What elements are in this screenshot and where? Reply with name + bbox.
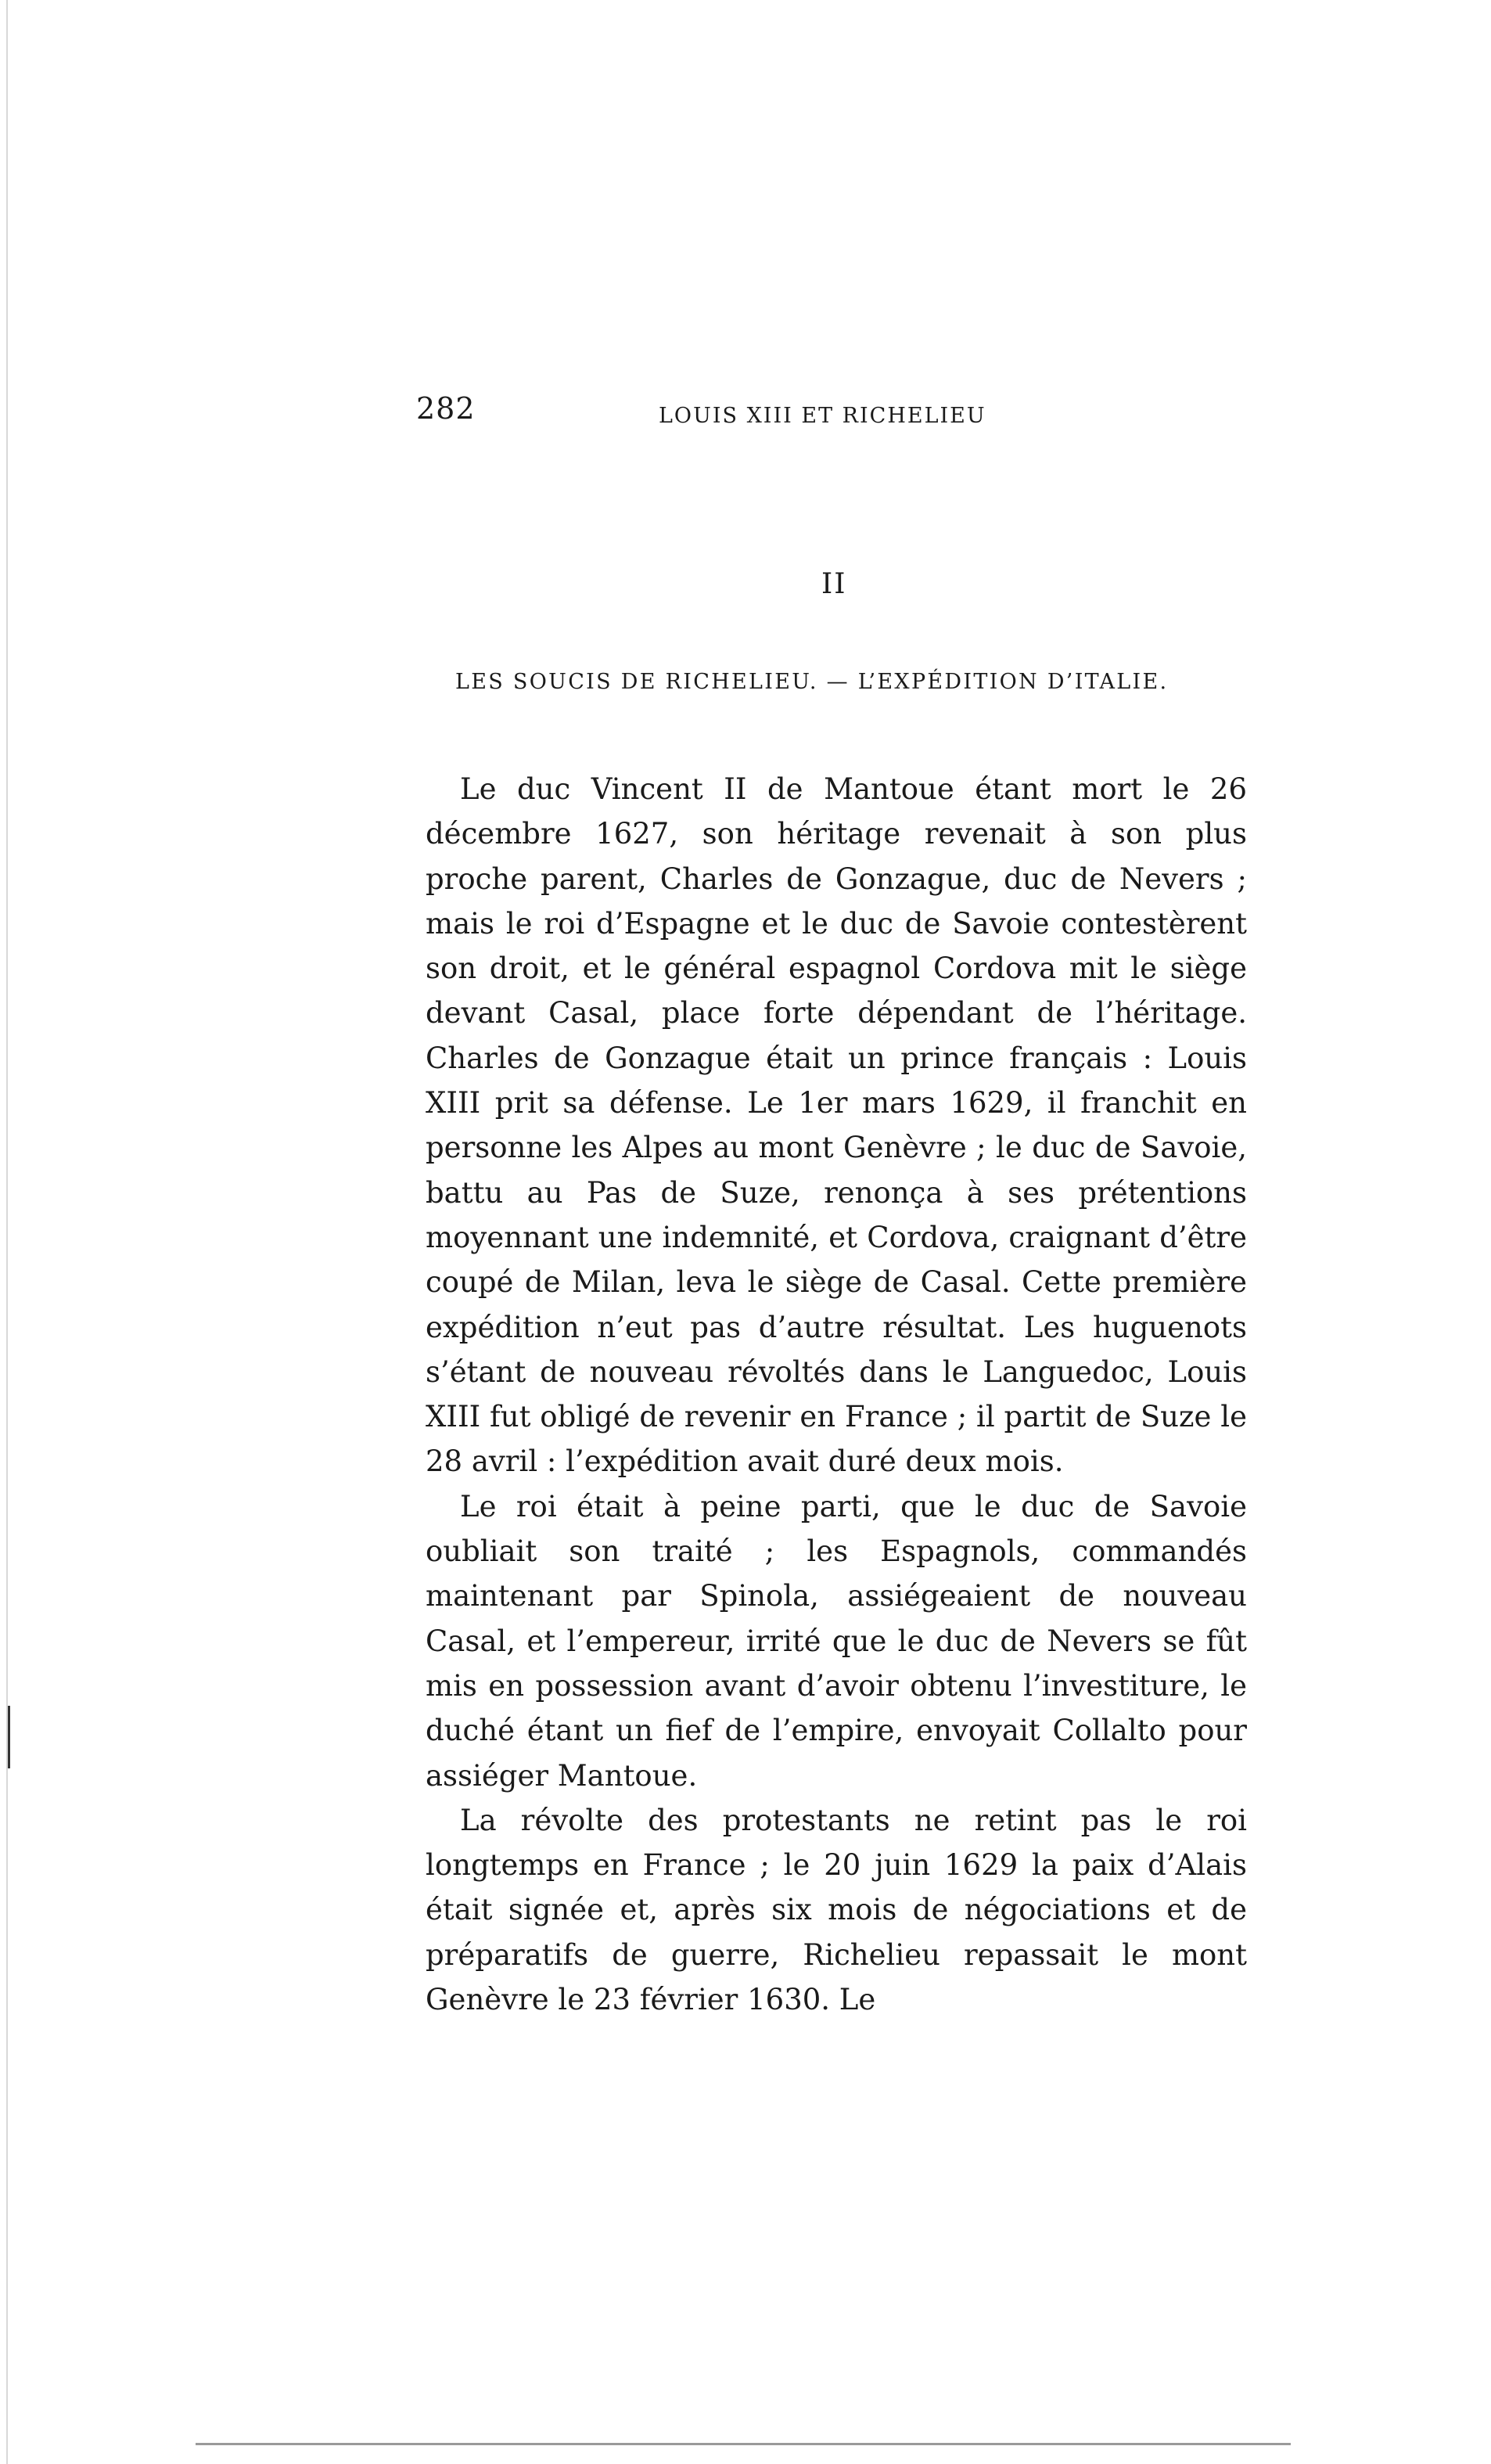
paragraph-2: Le roi était à peine parti, que le duc de Savoie oubliait son traité ; les Espagnols, commandés maintenant par Spinola, assiégeaient de nouveau Casal, et l’empereur, irrité que le duc de Nevers se fût mis en possession avant d’avoir obtenu l’investiture, le duché étant un fief de l’empire, envoyait Collalto pour assiéger Mantoue. <box>426 1489 1247 1793</box>
scan-bottom-rule <box>196 2443 1291 2445</box>
page-number: 282 <box>416 391 476 426</box>
section-title: LES SOUCIS DE RICHELIEU. — L’EXPÉDITION D’ITALIE. <box>455 670 1169 694</box>
scan-mark <box>8 1706 10 1768</box>
running-head: LOUIS XIII ET RICHELIEU <box>659 404 986 428</box>
page-edge-shadow <box>6 0 8 2464</box>
body-text <box>426 767 1247 2022</box>
paragraph-1: Le duc Vincent II de Mantoue étant mort le 26 décembre 1627, son héritage revenait à son plus proche parent, Charles de Gonzague, duc de Nevers ; mais le roi d’Espagne et le duc de Savoie contestèrent son droit, et le général espagnol Cordova mit le siège devant Casal, place forte dépendant de l’héritage. Charles de Gonzague était un prince français : Louis XIII prit sa défense. Le 1er mars 1629, il franchit en personne les Alpes au mont Genèvre ; le duc de Savoie, battu au Pas de Suze, renonça à ses prétentions moyennant une indemnité, et Cordova, craignant d’être coupé de Milan, leva le siège de Casal. Cette première expédition n’eut pas d’autre résultat. Les huguenots s’étant de nouveau révoltés dans le Languedoc, Louis XIII fut obligé de revenir en France ; il partit de Suze le 28 avril : l’expédition avait duré deux mois. <box>426 772 1247 1479</box>
paragraph-3: La révolte des protestants ne retint pas le roi longtemps en France ; le 20 juin 1629 la paix d’Alais était signée et, après six mois de négociations et de préparatifs de guerre, Richelieu repassait le mont Genèvre le 23 février 1630. Le <box>426 1803 1247 2017</box>
page-header <box>416 391 1198 446</box>
section-number: II <box>821 568 847 600</box>
